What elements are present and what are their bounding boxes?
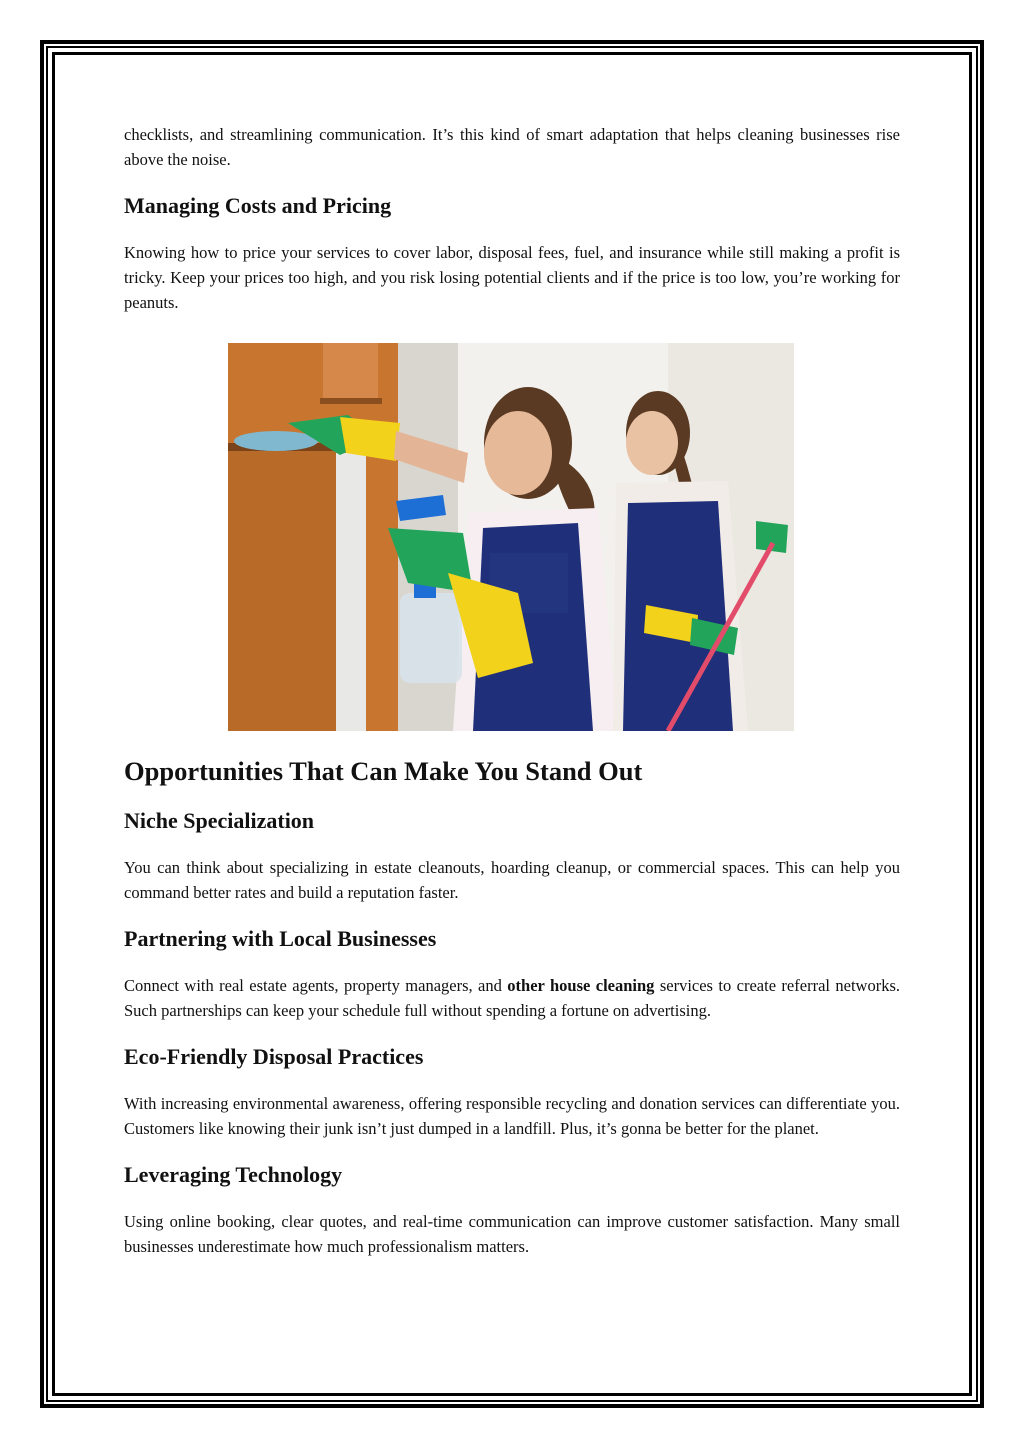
house-cleaning-link[interactable]: other house cleaning [507,976,655,995]
paragraph-partnering [124,973,900,1023]
paragraph-niche-specialization: You can think about specializing in estate cleanouts, hoarding cleanup, or commercial spaces. This can help you command better rates and build a reputation faster. [124,858,900,902]
intro-paragraph: checklists, and streamlining communication. It’s this kind of smart adaptation that helps cleaning businesses rise above the noise. [124,125,900,169]
heading-niche-specialization: Niche Specialization [124,808,315,833]
heading-eco-friendly: Eco-Friendly Disposal Practices [124,1044,424,1069]
heading-managing-costs: Managing Costs and Pricing [124,193,392,218]
paragraph-eco-friendly: With increasing environmental awareness, offering responsible recycling and donation services can differentiate you. Customers like knowing their junk isn’t just dumped in a landfill. Plus, it’s gonna be better for the planet. [124,1094,900,1138]
cleaning-workers-photo [228,343,794,731]
paragraph-leveraging-technology: Using online booking, clear quotes, and real-time communication can improve customer satisfaction. Many small businesses underestimate how much professionalism matters. [124,1212,900,1256]
document-content [124,122,900,1259]
partnering-text-end: services to create referral networks. Such partnerships can keep your schedule full without spending a fortune on advertising. [124,976,901,1020]
heading-leveraging-technology: Leveraging Technology [124,1162,343,1187]
partnering-text-start: Connect with real estate agents, property managers, and [124,976,508,995]
paragraph-managing-costs: Knowing how to price your services to cover labor, disposal fees, fuel, and insurance while still making a profit is tricky. Keep your prices too high, and you risk losing potential clients and if the price is too low, you’re working for peanuts. [124,243,900,312]
heading-opportunities: Opportunities That Can Make You Stand Out [124,756,643,786]
heading-partnering: Partnering with Local Businesses [124,926,437,951]
